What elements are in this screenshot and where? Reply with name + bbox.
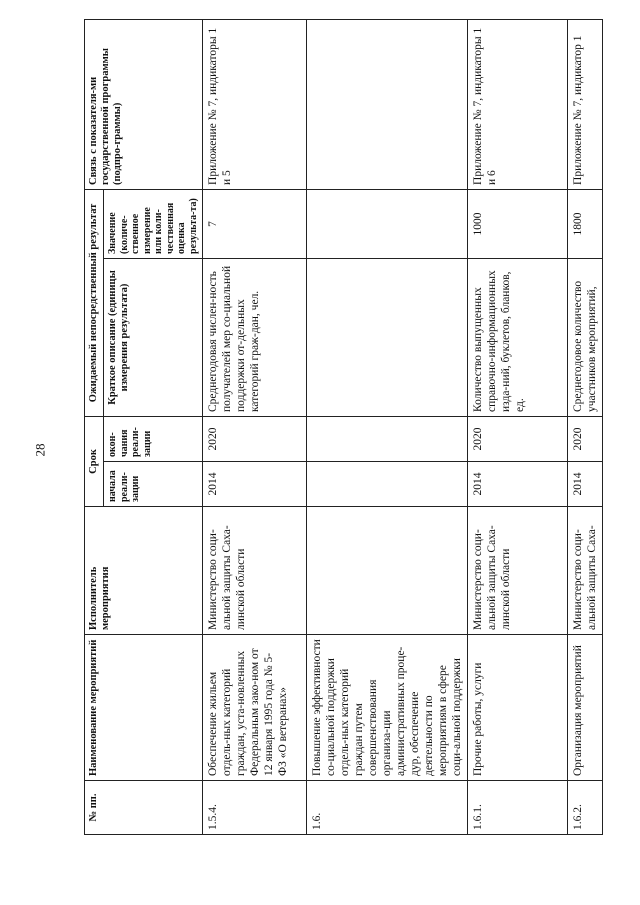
page-number: 28 xyxy=(32,443,48,457)
row-num: 1.6.1. xyxy=(468,781,568,835)
row-num: 1.6. xyxy=(307,781,468,835)
table-row xyxy=(568,19,603,834)
header-row-1 xyxy=(85,19,104,834)
row-link: Приложение № 7, индикатор 1 xyxy=(568,19,603,189)
header-num: № пп. xyxy=(85,781,203,835)
row-end xyxy=(307,416,468,461)
row-start: 2014 xyxy=(568,462,603,507)
row-end: 2020 xyxy=(568,416,603,461)
row-value: 1000 xyxy=(468,189,568,258)
row-num: 1.6.2. xyxy=(568,781,603,835)
rotated-table-sheet xyxy=(84,20,599,835)
row-desc xyxy=(307,258,468,416)
row-start xyxy=(307,462,468,507)
row-desc: Среднегодовая числен-ность получателей мер со-циальной поддержки от-дельных категорий граж-дан, чел. xyxy=(203,258,307,416)
row-executor xyxy=(307,507,468,635)
header-term: Срок xyxy=(85,416,104,506)
row-value: 1800 xyxy=(568,189,603,258)
header-executor: Исполнитель мероприятия xyxy=(85,507,203,635)
row-desc: Среднегодовое количество участников мероприятий, xyxy=(568,258,603,416)
row-value: 7 xyxy=(203,189,307,258)
row-start: 2014 xyxy=(203,462,307,507)
table-row xyxy=(203,19,307,834)
row-end: 2020 xyxy=(468,416,568,461)
header-term-end: окон-чания реали-зации xyxy=(104,416,203,461)
table-row xyxy=(307,19,468,834)
row-name: Прочие работы, услуги xyxy=(468,635,568,781)
row-executor: Министерство соци-альной защиты Саха-линской области xyxy=(203,507,307,635)
header-expected-value: Значение (количе-ственное измерение или коли-чественная оценка результа-та) xyxy=(104,189,203,258)
row-num: 1.5.4. xyxy=(203,781,307,835)
header-expected: Ожидаемый непосредственный результат xyxy=(85,189,104,416)
row-link: Приложение № 7, индикаторы 1 и 6 xyxy=(468,19,568,189)
row-start: 2014 xyxy=(468,462,568,507)
row-link: Приложение № 7, индикаторы 1 и 5 xyxy=(203,19,307,189)
row-name: Обеспечение жильем отдель-ных категорий граждан, уста-новленных Федеральным зако-ном от 12 января 1995 года № 5-ФЗ «О ветеранах» xyxy=(203,635,307,781)
table-row xyxy=(468,19,568,834)
header-expected-desc: Краткое описание (единицы измерения результата) xyxy=(104,258,203,416)
header-link: Связь с показателя-ми государственной программы (подпро-граммы) xyxy=(85,19,203,189)
row-value xyxy=(307,189,468,258)
row-name: Повышение эффективности со-циальной поддержки отдель-ных категорий граждан путем совершенствования организа-ции административных проце-дур, обеспечение деятельности по мероприятиям в сфере соци-альной поддержки xyxy=(307,635,468,781)
header-term-start: начала реали-зации xyxy=(104,462,203,507)
row-desc: Количество выпущенных справочно-информационных изда-ний, буклетов, бланков, ед. xyxy=(468,258,568,416)
row-end: 2020 xyxy=(203,416,307,461)
row-executor: Министерство соци-альной защиты Саха-линской области xyxy=(468,507,568,635)
row-link xyxy=(307,19,468,189)
measures-table xyxy=(84,19,603,835)
row-name: Организация мероприятий xyxy=(568,635,603,781)
row-executor: Министерство соци-альной защиты Саха- xyxy=(568,507,603,635)
header-name: Наименование мероприятий xyxy=(85,635,203,781)
